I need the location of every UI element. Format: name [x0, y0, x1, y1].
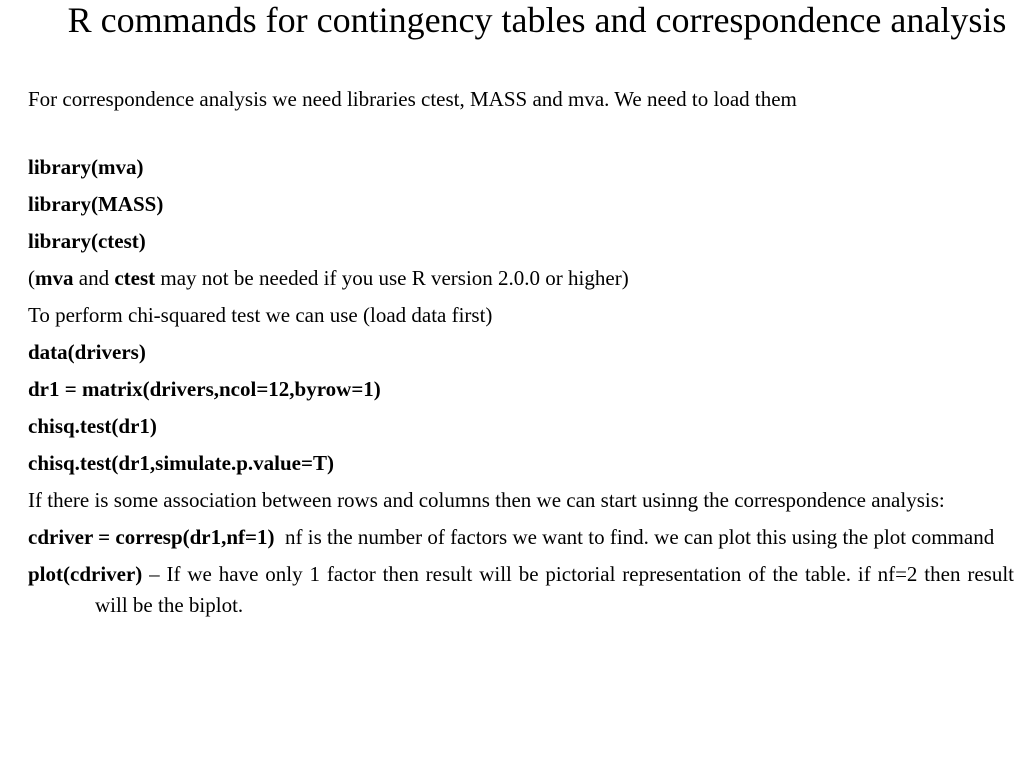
library-ctest-command: library(ctest) — [28, 229, 146, 253]
slide-content — [28, 84, 1014, 627]
version-note — [28, 263, 1014, 294]
corresp-paragraph — [28, 522, 1014, 553]
chisq-line — [28, 411, 1014, 442]
note-mva: mva — [35, 266, 74, 290]
matrix-line — [28, 374, 1014, 405]
data-command: data(drivers) — [28, 340, 146, 364]
library-mass-line — [28, 189, 1014, 220]
chisq-simulate-command: chisq.test(dr1,simulate.p.value=T) — [28, 451, 334, 475]
chisq-intro-paragraph — [28, 300, 1014, 331]
plot-paragraph — [28, 559, 1014, 621]
association-paragraph — [28, 485, 1014, 516]
association-text: If there is some association between rows and columns then we can start usinng the correspondence analysis: — [28, 488, 945, 512]
note-and: and — [73, 266, 115, 290]
data-line — [28, 337, 1014, 368]
matrix-command: dr1 = matrix(drivers,ncol=12,byrow=1) — [28, 377, 381, 401]
corresp-command: cdriver = corresp(dr1,nf=1) — [28, 525, 275, 549]
intro-paragraph — [28, 84, 1014, 115]
library-mva-line — [28, 152, 1014, 183]
plot-command: plot(cdriver) — [28, 562, 143, 586]
note-open-paren: ( — [28, 266, 35, 290]
corresp-description: nf is the number of factors we want to find. we can plot this using the plot command — [274, 525, 995, 549]
note-rest: may not be needed if you use R version 2.0.0 or higher) — [155, 266, 629, 290]
plot-description: – If we have only 1 factor then result will be pictorial representation of the table. if nf=2 then result will be the biplot. — [95, 562, 1014, 617]
library-mass-command: library(MASS) — [28, 192, 164, 216]
slide-title: R commands for contingency tables and correspondence analysis — [67, 0, 1007, 40]
library-mva-command: library(mva) — [28, 155, 144, 179]
chisq-intro-text: To perform chi-squared test we can use (load data first) — [28, 303, 493, 327]
chisq-command: chisq.test(dr1) — [28, 414, 157, 438]
intro-text: For correspondence analysis we need libraries ctest, MASS and mva. We need to load them — [28, 87, 797, 111]
note-ctest: ctest — [114, 266, 156, 290]
library-ctest-line — [28, 226, 1014, 257]
chisq-simulate-line — [28, 448, 1014, 479]
